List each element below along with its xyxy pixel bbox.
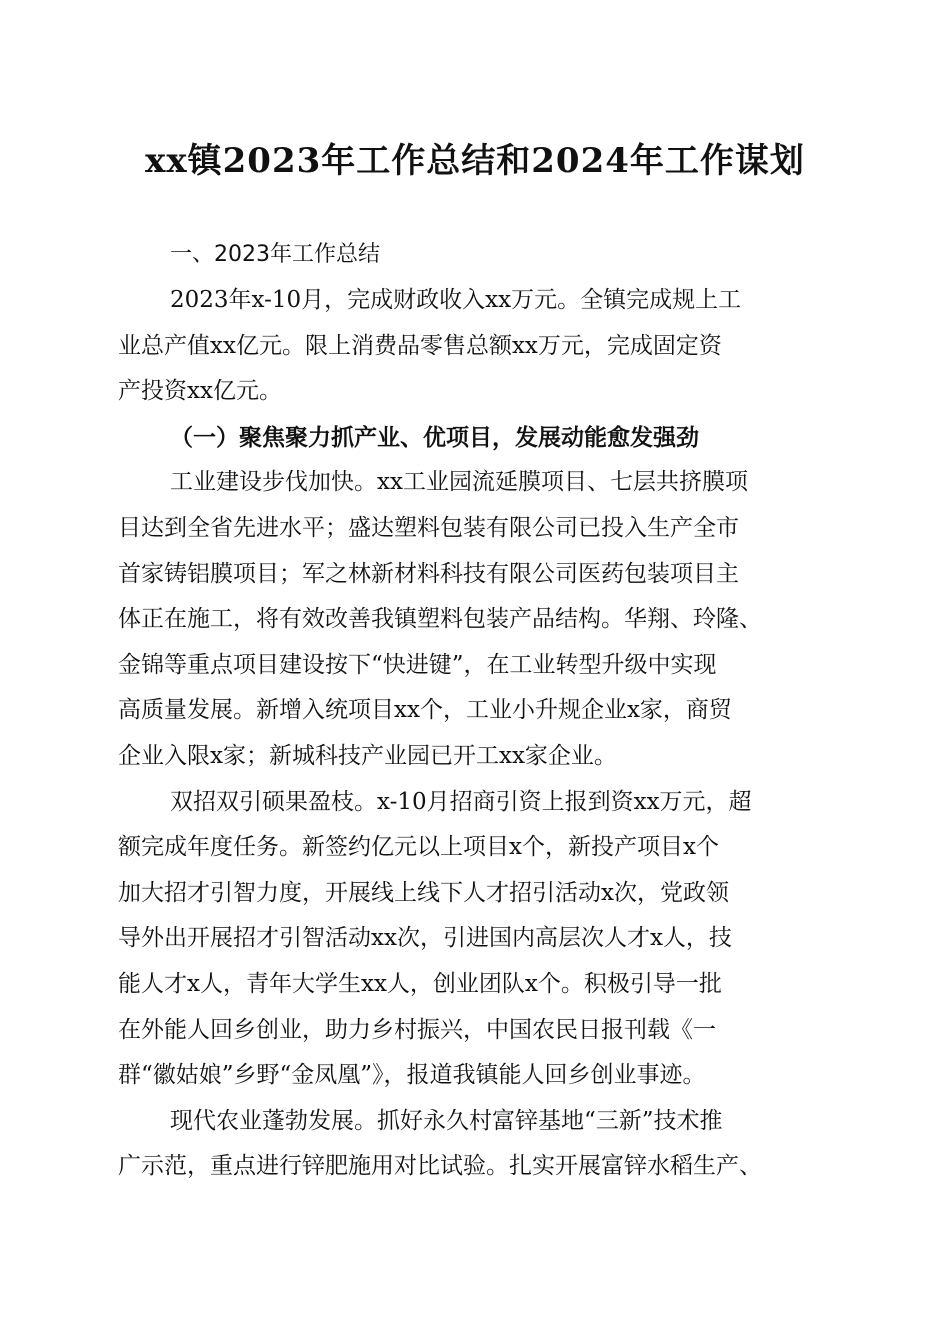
text-line: 目达到全省先进水平；盛达塑料包装有限公司已投入生产全市: [118, 514, 739, 541]
text-line: 2023年x-10月，完成财政收入xx万元。全镇完成规上工: [170, 287, 742, 313]
subsection-heading: （一）聚焦聚力抓产业、优项目，发展动能愈发强劲: [170, 423, 699, 451]
text-line: 额完成年度任务。新签约亿元以上项目x个，新投产项目x个: [118, 834, 719, 861]
document-body: [118, 232, 832, 1190]
document-title: xx镇2023年工作总结和2024年工作谋划: [145, 141, 805, 181]
agriculture-paragraph: [118, 1099, 832, 1190]
text-line: 现代农业蓬勃发展。抓好永久村富锌基地“三新”技术推: [170, 1107, 723, 1134]
text-line: 导外出开展招才引智活动xx次，引进国内高层次人才x人，技: [118, 925, 732, 952]
text-line: 加大招才引智力度，开展线上线下人才招引活动x次，党政领: [118, 879, 729, 906]
intro-paragraph: [118, 278, 832, 415]
text-line: 业总产值xx亿元。限上消费品零售总额xx万元，完成固定资: [118, 332, 722, 359]
text-line: 广示范，重点进行锌肥施用对比试验。扎实开展富锌水稻生产、: [118, 1153, 762, 1180]
text-line: 在外能人回乡创业，助力乡村振兴，中国农民日报刊载《一: [118, 1016, 716, 1043]
text-line: 群“徽姑娘”乡野“金凤凰”》，报道我镇能人回乡创业事迹。: [118, 1062, 706, 1089]
industry-paragraph: [118, 460, 832, 779]
text-line: 企业入限x家；新城科技产业园已开工xx家企业。: [118, 742, 617, 769]
text-line: 金锦等重点项目建设按下“快进键”，在工业转型升级中实现: [118, 651, 717, 678]
text-line: 产投资xx亿元。: [118, 378, 282, 405]
text-line: 能人才x人，青年大学生xx人，创业团队x个。积极引导一批: [118, 970, 722, 997]
text-line: 高质量发展。新增入统项目xx个，工业小升规企业x家，商贸: [118, 697, 732, 724]
text-line: 体正在施工，将有效改善我镇塑料包装产品结构。华翔、玲隆、: [118, 606, 762, 633]
text-line: 首家铸铝膜项目；军之林新材料科技有限公司医药包装项目主: [118, 560, 739, 587]
text-line: 工业建设步伐加快。xx工业园流延膜项目、七层共挤膜项: [170, 469, 748, 496]
section-heading: 一、2023年工作总结: [170, 242, 380, 267]
investment-paragraph: [118, 780, 832, 1099]
text-line: 双招双引硕果盈枝。x-10月招商引资上报到资xx万元，超: [170, 788, 752, 815]
